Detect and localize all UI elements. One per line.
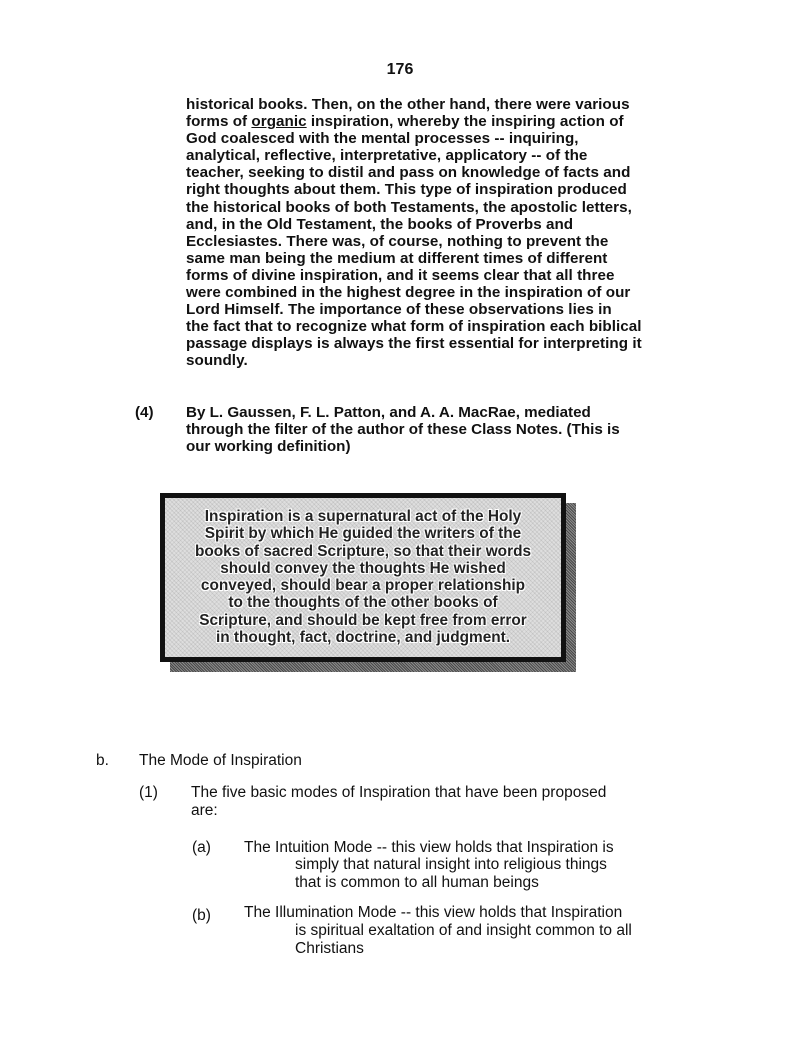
item-a-line: that is common to all human beings bbox=[295, 873, 539, 891]
definition-line: should convey the thoughts He wished bbox=[220, 559, 506, 577]
underlined-word: organic bbox=[251, 113, 307, 131]
item-1-line: The five basic modes of Inspiration that have been proposed bbox=[191, 784, 607, 801]
paragraph-line: teacher, seeking to distil and pass on knowledge of facts and bbox=[186, 164, 631, 182]
item-b-line: Christians bbox=[295, 939, 364, 957]
paragraph-line: analytical, reflective, interpretative, applicatory -- of the bbox=[186, 147, 588, 165]
paragraph-line: the fact that to recognize what form of inspiration each biblical bbox=[186, 318, 642, 336]
paragraph-line: passage displays is always the first essential for interpreting it bbox=[186, 335, 642, 353]
item-a-first-line: The Intuition Mode -- this view holds that Inspiration is bbox=[244, 839, 614, 856]
item-1-text bbox=[191, 784, 606, 819]
item-4-line: through the filter of the author of these Class Notes. (This is bbox=[186, 421, 620, 439]
definition-line: conveyed, should bear a proper relationship bbox=[200, 577, 526, 595]
item-b-first-line: The Illumination Mode -- this view holds that Inspiration bbox=[244, 904, 623, 921]
item-1-line: are: bbox=[191, 801, 218, 819]
item-a-line: simply that natural insight into religious things bbox=[295, 856, 607, 873]
paragraph-line: were combined in the highest degree in the inspiration of our bbox=[186, 284, 631, 302]
item-a-continuation bbox=[295, 856, 607, 891]
item-b-continuation bbox=[295, 922, 632, 957]
paragraph-line: soundly. bbox=[186, 352, 248, 370]
paragraph-line: God coalesced with the mental processes -- inquiring, bbox=[186, 130, 579, 148]
definition-line: Spirit by which He guided the writers of the bbox=[204, 525, 522, 543]
paragraph-line: the historical books of both Testaments, the apostolic letters, bbox=[186, 198, 632, 216]
paragraph-line: Lord Himself. The importance of these observations lies in bbox=[186, 301, 612, 319]
paragraph-line: Ecclesiastes. There was, of course, nothing to prevent the bbox=[186, 232, 609, 250]
item-b-line: is spiritual exaltation of and insight common to all bbox=[295, 922, 632, 939]
definition-line: to the thoughts of the other books of bbox=[228, 594, 498, 612]
item-4-marker: (4) bbox=[135, 404, 154, 421]
paragraph-line: right thoughts about them. This type of inspiration produced bbox=[186, 181, 627, 199]
section-b-heading: The Mode of Inspiration bbox=[139, 752, 302, 769]
paragraph-line: and, in the Old Testament, the books of Proverbs and bbox=[186, 215, 574, 233]
definition-box bbox=[160, 493, 566, 662]
definition-line: in thought, fact, doctrine, and judgment. bbox=[215, 629, 511, 647]
definition-line: Scripture, and should be kept free from error bbox=[199, 611, 527, 629]
paragraph-line: forms of divine inspiration, and it seems clear that all three bbox=[186, 266, 615, 284]
paragraph-text: inspiration, whereby the inspiring action of bbox=[306, 113, 624, 131]
definition-text bbox=[165, 508, 561, 646]
definition-line: Inspiration is a supernatural act of the Holy bbox=[204, 508, 522, 525]
paragraph-line-with-underline bbox=[186, 113, 711, 130]
paragraph-line: historical books. Then, on the other hand, there were various bbox=[186, 96, 630, 113]
item-1-marker: (1) bbox=[139, 784, 158, 801]
definition-line: books of sacred Scripture, so that their words bbox=[194, 542, 532, 560]
page-number: 176 bbox=[386, 61, 414, 78]
item-4-line: our working definition) bbox=[186, 438, 351, 456]
section-b-marker: b. bbox=[96, 752, 109, 769]
paragraph-text: forms of bbox=[186, 113, 252, 131]
item-b-marker: (b) bbox=[192, 907, 211, 924]
paragraph-line: same man being the medium at different times of different bbox=[186, 249, 608, 267]
item-4-line: By L. Gaussen, F. L. Patton, and A. A. MacRae, mediated bbox=[186, 404, 591, 421]
item-4-text bbox=[186, 404, 711, 455]
continued-paragraph bbox=[186, 96, 711, 370]
item-a-marker: (a) bbox=[192, 839, 211, 856]
